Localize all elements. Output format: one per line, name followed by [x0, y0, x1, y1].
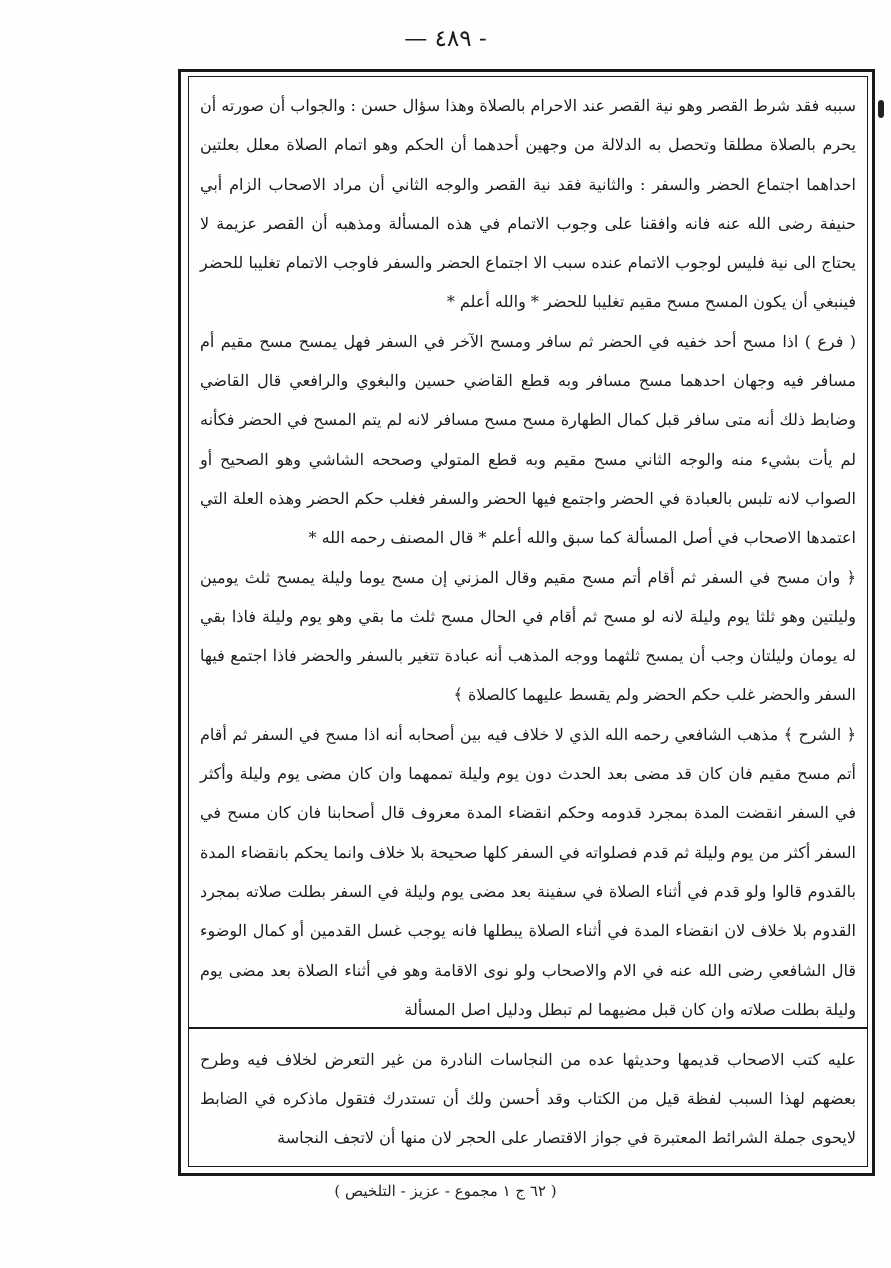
main-text — [200, 86, 856, 1029]
footer-signature: ( ٦٢ ج ١ مجموع - عزيز - التلخيص ) — [334, 1182, 557, 1200]
footnote-text: عليه كتب الاصحاب قديمها وحديثها عده من النجاسات النادرة من غير التعرض لخلاف فيه وطرح بعضهم لهذا السبب لفظة قيل من الكتاب وقد أحسن ولك أن تستدرك فتقول ماذكره في الضابط لايحوى جملة الشرائط المعتبرة في جواز الاقتصار على الحجر لان منها أن لاتجف النجاسة — [200, 1050, 856, 1147]
paragraph-continuation: سببه فقد شرط القصر وهو نية القصر عند الاحرام بالصلاة وهذا سؤال حسن : والجواب أن صورته أن يحرم بالصلاة مطلقا وتحصل به الدلالة من وجهين أحدهما أن الحكم وهو اتمام الصلاة معلل بعلتين احداهما اجتماع الحضر والسفر : والثانية فقد نية القصر والوجه الثاني أن مراد الاصحاب الزام أبي حنيفة رضى الله عنه فانه وافقنا على وجوب الاتمام في هذه المسألة ومذهبه أن القصر عزيمة لا يحتاج الى نية فليس لوجوب الاتمام عنده سبب الا اجتماع الحضر والسفر فاوجب الاتمام تغليبا للحضر فينبغي أن يكون المسح مسح مقيم تغليبا للحضر * والله أعلم * — [200, 96, 856, 312]
footnote-divider — [188, 1027, 868, 1029]
paragraph-commentary: ﴿ الشرح ﴾ مذهب الشافعي رحمه الله الذي لا خلاف فيه بين أصحابه أنه اذا مسح في السفر ثم أقام أتم مسح مقيم فان كان قد مضى بعد الحدث دون يوم وليلة تممهما وان كان مضى يوم وليلة وأكثر في السفر انقضت المدة بمجرد قدومه وحكم انقضاء المدة معروف قال أصحابنا فان كان مسح في السفر أكثر من يوم وليلة ثم قدم فصلواته في السفر كلها صحيحة بلا خلاف وانما يحكم بانقضاء المدة بالقدوم قالوا ولو قدم في أثناء الصلاة في سفينة بعد مضى يوم وليلة في السفر بطلت صلاته بمجرد القدوم بلا خلاف لان انقضاء المدة في أثناء الصلاة يبطلها فانه يوجب غسل القدمين أو كمال الوضوء قال الشافعي رضى الله عنه في الام والاصحاب ولو نوى الاقامة وهو في أثناء الصلاة بعد مضى يوم وليلة بطلت صلاته وان كان قبل مضيهما لم تبطل ودليل اصل المسألة — [200, 724, 857, 1019]
page-number: — ٤٨٩ - — [404, 26, 487, 52]
paragraph-text: ﴿ وان مسح في السفر ثم أقام أتم مسح مقيم وقال المزني إن مسح يوما وليلة يمسح ثلث يومين وليلتين وهو ثلثا يوم وليلة لانه لو مسح ثم أقام في الحال مسح ثلث ما بقي وهو يوم وليلة فاذا بقي له يومان وليلتان وجب أن يمسح ثلثهما ووجه المذهب أنه عبادة تتغير بالسفر والحضر فاذا اجتمع فيها السفر والحضر غلب حكم الحضر ولم يقسط عليهما كالصلاة ﴾ — [200, 567, 857, 705]
paragraph-branch: ( فرع ) اذا مسح أحد خفيه في الحضر ثم سافر ومسح الآخر في السفر فهل يمسح مسح مقيم أم مسافر فيه وجهان احدهما مسح مسافر وبه قطع القاضي حسين والبغوي والرافعي قال القاضي وضابط ذلك أنه متى سافر قبل كمال الطهارة مسح مسح مسافر لانه لم يتم المسح في الحضر فكأنه لم يأت بشيء منه والوجه الثاني مسح مقيم وبه قطع المتولي وصححه الشاشي وهو الصحيح أو الصواب لانه تلبس بالعبادة في الحضر واجتمع فيها الحضر والسفر فغلب حكم الحضر وهذه العلة التي اعتمدها الاصحاب في أصل المسألة كما سبق والله أعلم * قال المصنف رحمه الله * — [200, 331, 856, 548]
margin-mark — [878, 100, 884, 118]
